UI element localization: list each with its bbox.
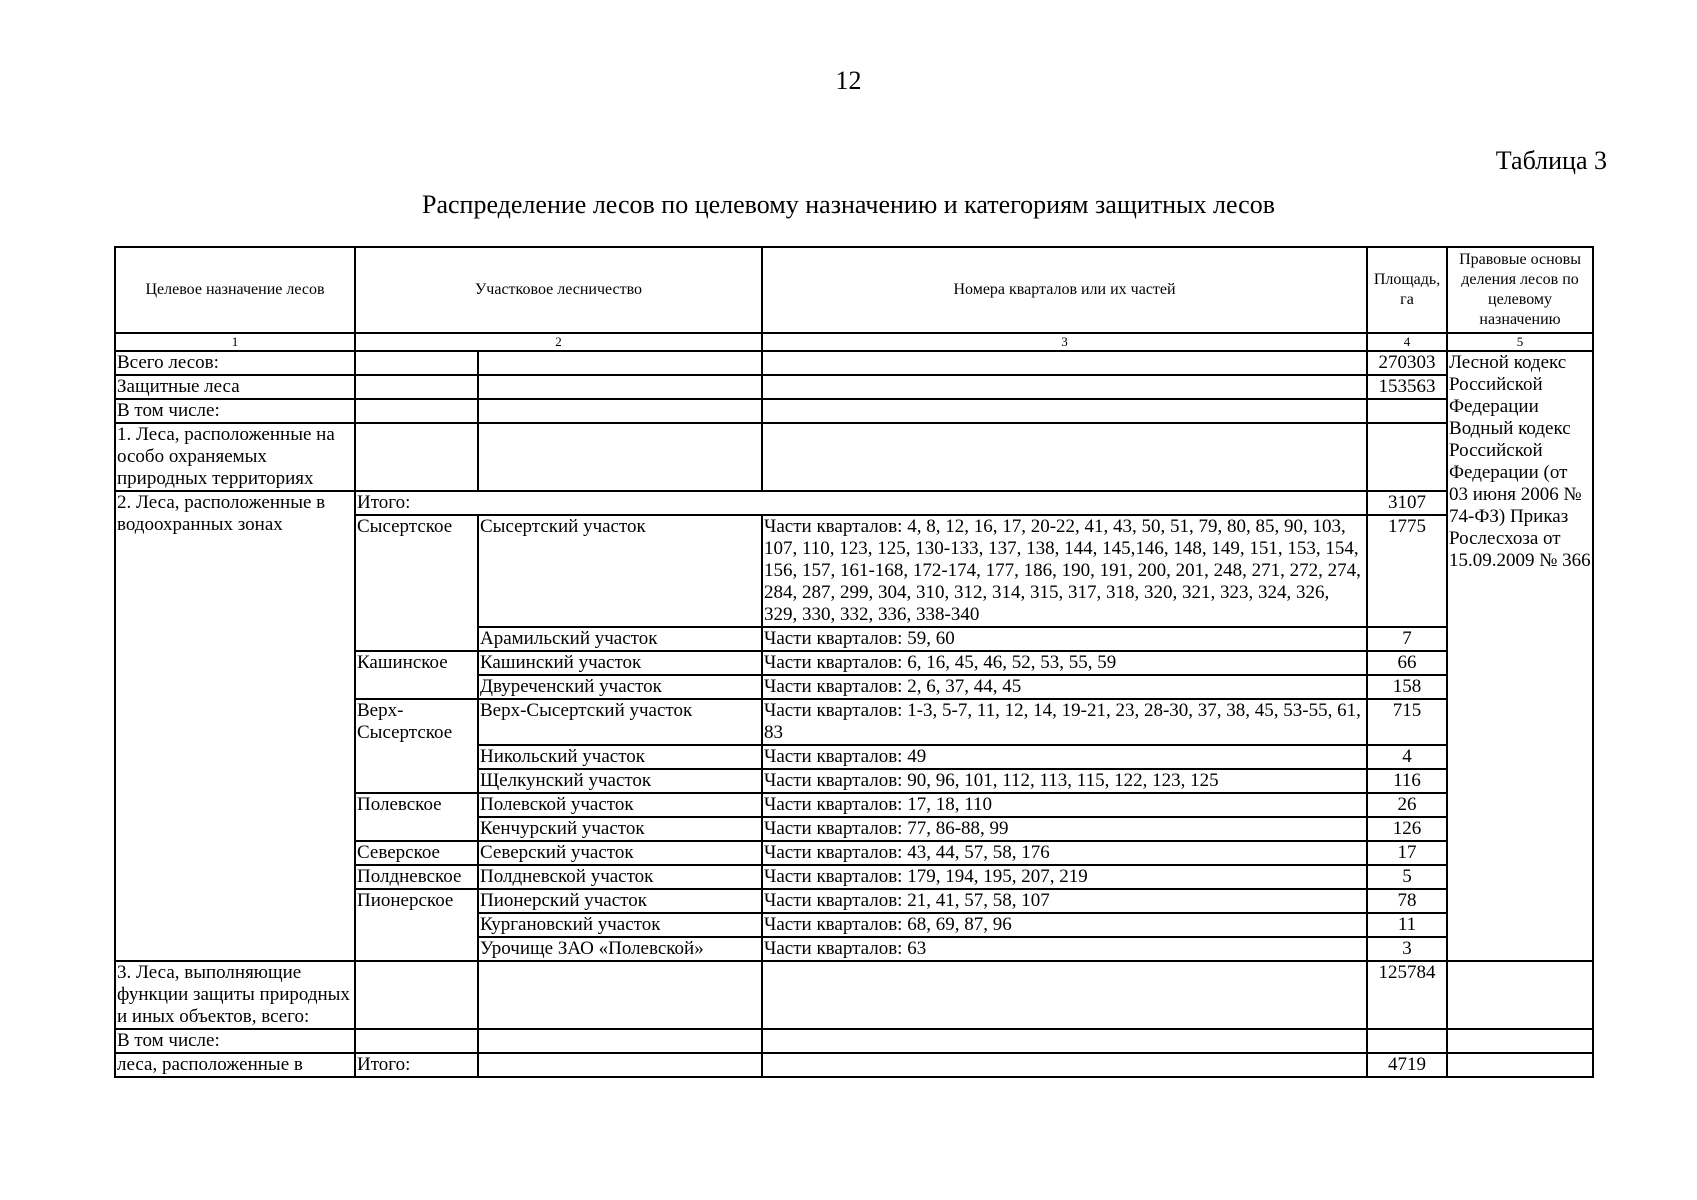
legal-basis-cell <box>1447 1053 1593 1077</box>
forestry-cell: Полдневское <box>355 865 478 889</box>
quarters-cell <box>762 399 1367 423</box>
forestry-cell: Сысертское <box>355 515 478 651</box>
quarters-cell <box>762 423 1367 491</box>
section-cell <box>478 423 762 491</box>
area-cell: 126 <box>1367 817 1447 841</box>
section-cell <box>478 961 762 1029</box>
column-number: 1 <box>115 333 355 351</box>
section-cell: Верх-Сысертский участок <box>478 699 762 745</box>
quarters-cell: Части кварталов: 6, 16, 45, 46, 52, 53, 55, 59 <box>762 651 1367 675</box>
forest-distribution-table <box>114 246 1594 1078</box>
header-row <box>115 247 1593 333</box>
quarters-cell: Части кварталов: 2, 6, 37, 44, 45 <box>762 675 1367 699</box>
purpose-cell: 1. Леса, расположенные на особо охраняемых природных территориях <box>115 423 355 491</box>
forestry-cell: Верх-Сысертское <box>355 699 478 793</box>
forestry-cell <box>355 351 478 375</box>
section-cell: Северский участок <box>478 841 762 865</box>
area-cell: 153563 <box>1367 375 1447 399</box>
forestry-cell: Кашинское <box>355 651 478 699</box>
section-cell: Никольский участок <box>478 745 762 769</box>
area-cell: 26 <box>1367 793 1447 817</box>
section-cell <box>478 375 762 399</box>
water-zone-total-row <box>115 491 1593 515</box>
section-cell: Кенчурский участок <box>478 817 762 841</box>
section-cell <box>478 1029 762 1053</box>
forestry-cell: Северское <box>355 841 478 865</box>
table-row <box>115 1053 1593 1077</box>
quarters-cell: Части кварталов: 49 <box>762 745 1367 769</box>
quarters-cell <box>762 351 1367 375</box>
area-cell: 1775 <box>1367 515 1447 627</box>
legal-basis-cell: Лесной кодекс Российской Федерации Водный кодекс Российской Федерации (от 03 июня 2006 № 74-ФЗ) Приказ Рослесхоза от 15.09.2009 № 366 <box>1447 351 1593 961</box>
table-row <box>115 1029 1593 1053</box>
section-cell <box>478 399 762 423</box>
forestry-cell <box>355 423 478 491</box>
section-cell: Пионерский участок <box>478 889 762 913</box>
area-cell: 4719 <box>1367 1053 1447 1077</box>
forestry-cell: Итого: <box>355 1053 478 1077</box>
quarters-cell: Части кварталов: 90, 96, 101, 112, 113, 115, 122, 123, 125 <box>762 769 1367 793</box>
section-cell: Щелкунский участок <box>478 769 762 793</box>
quarters-cell: Части кварталов: 59, 60 <box>762 627 1367 651</box>
quarters-cell: Части кварталов: 179, 194, 195, 207, 219 <box>762 865 1367 889</box>
area-cell: 158 <box>1367 675 1447 699</box>
header-legal-basis: Правовые основы деления лесов по целевому назначению <box>1447 247 1593 333</box>
area-cell: 116 <box>1367 769 1447 793</box>
table-row <box>115 375 1593 399</box>
area-cell: 3 <box>1367 937 1447 961</box>
forestry-cell <box>355 375 478 399</box>
section-cell: Кургановский участок <box>478 913 762 937</box>
forestry-cell: Пионерское <box>355 889 478 961</box>
section-cell: Двуреченский участок <box>478 675 762 699</box>
section-cell: Сысертский участок <box>478 515 762 627</box>
area-cell: 66 <box>1367 651 1447 675</box>
purpose-cell: 3. Леса, выполняющие функции защиты природных и иных объектов, всего: <box>115 961 355 1029</box>
purpose-cell: В том числе: <box>115 1029 355 1053</box>
column-number-row <box>115 333 1593 351</box>
quarters-cell <box>762 375 1367 399</box>
quarters-cell <box>762 1029 1367 1053</box>
header-area: Площадь, га <box>1367 247 1447 333</box>
forestry-cell: Полевское <box>355 793 478 841</box>
section-cell: Арамильский участок <box>478 627 762 651</box>
area-cell: 78 <box>1367 889 1447 913</box>
table-row <box>115 961 1593 1029</box>
area-cell: 715 <box>1367 699 1447 745</box>
header-quarters: Номера кварталов или их частей <box>762 247 1367 333</box>
section-cell: Кашинский участок <box>478 651 762 675</box>
column-number: 2 <box>355 333 762 351</box>
quarters-cell: Части кварталов: 43, 44, 57, 58, 176 <box>762 841 1367 865</box>
table-label: Таблица 3 <box>1495 146 1607 175</box>
section-cell <box>478 351 762 375</box>
table-row <box>115 351 1593 375</box>
table-row <box>115 399 1593 423</box>
area-cell: 4 <box>1367 745 1447 769</box>
area-cell: 3107 <box>1367 491 1447 515</box>
purpose-cell: леса, расположенные в <box>115 1053 355 1077</box>
quarters-cell: Части кварталов: 68, 69, 87, 96 <box>762 913 1367 937</box>
header-purpose: Целевое назначение лесов <box>115 247 355 333</box>
legal-basis-cell <box>1447 961 1593 1029</box>
area-cell: 5 <box>1367 865 1447 889</box>
page-number: 12 <box>835 66 862 95</box>
area-cell: 17 <box>1367 841 1447 865</box>
quarters-cell: Части кварталов: 17, 18, 110 <box>762 793 1367 817</box>
column-number: 4 <box>1367 333 1447 351</box>
area-cell: 11 <box>1367 913 1447 937</box>
area-cell: 7 <box>1367 627 1447 651</box>
legal-basis-cell <box>1447 1029 1593 1053</box>
forestry-cell <box>355 399 478 423</box>
table-row <box>115 423 1593 491</box>
forestry-cell <box>355 1029 478 1053</box>
section-cell: Урочище ЗАО «Полевской» <box>478 937 762 961</box>
quarters-cell <box>762 961 1367 1029</box>
section-cell: Полевской участок <box>478 793 762 817</box>
quarters-cell: Части кварталов: 1-3, 5-7, 11, 12, 14, 19-21, 23, 28-30, 37, 38, 45, 53-55, 61, 83 <box>762 699 1367 745</box>
area-cell <box>1367 423 1447 491</box>
area-cell <box>1367 1029 1447 1053</box>
section-cell <box>478 1053 762 1077</box>
purpose-cell: Всего лесов: <box>115 351 355 375</box>
purpose-cell: Защитные леса <box>115 375 355 399</box>
area-cell: 270303 <box>1367 351 1447 375</box>
total-label-cell: Итого: <box>355 491 1367 515</box>
quarters-cell <box>762 1053 1367 1077</box>
area-cell <box>1367 399 1447 423</box>
quarters-cell: Части кварталов: 63 <box>762 937 1367 961</box>
quarters-cell: Части кварталов: 21, 41, 57, 58, 107 <box>762 889 1367 913</box>
forestry-cell <box>355 961 478 1029</box>
area-cell: 125784 <box>1367 961 1447 1029</box>
purpose-cell: В том числе: <box>115 399 355 423</box>
section-cell: Полдневской участок <box>478 865 762 889</box>
quarters-cell: Части кварталов: 4, 8, 12, 16, 17, 20-22, 41, 43, 50, 51, 79, 80, 85, 90, 103, 107, 110, 123, 125, 130-133, 137, 138, 144, 145,146, 148, 149, 151, 153, 154, 156, 157, 161-168, 172-174, 177, 186, 190, 191, 200, 201, 248, 271, 272, 274, 284, 287, 299, 304, 310, 312, 314, 315, 317, 318, 320, 321, 323, 324, 326, 329, 330, 332, 336, 338-340 <box>762 515 1367 627</box>
header-forestry: Участковое лесничество <box>355 247 762 333</box>
purpose-cell: 2. Леса, расположенные в водоохранных зонах <box>115 491 355 961</box>
table-title: Распределение лесов по целевому назначению и категориям защитных лесов <box>422 190 1275 219</box>
column-number: 5 <box>1447 333 1593 351</box>
quarters-cell: Части кварталов: 77, 86-88, 99 <box>762 817 1367 841</box>
column-number: 3 <box>762 333 1367 351</box>
